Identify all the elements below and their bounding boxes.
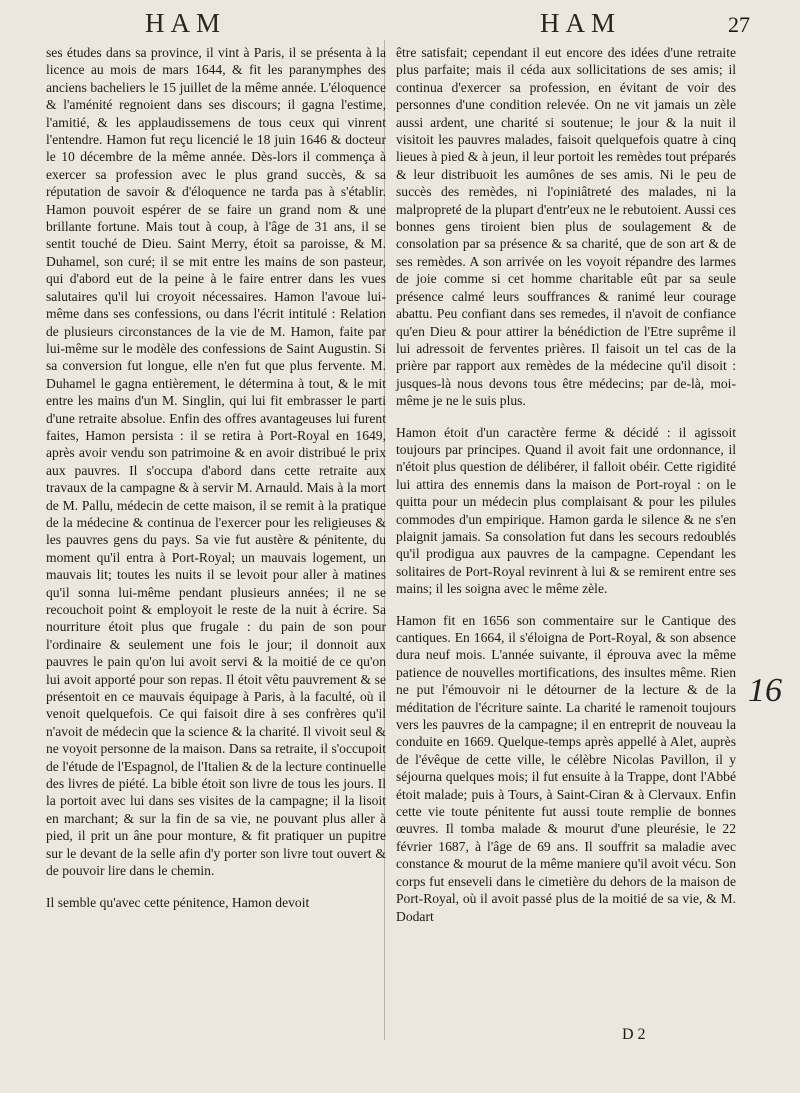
signature-mark: D 2 [622,1026,646,1043]
running-head-right: HAM [540,8,622,38]
running-head-left: HAM [145,8,227,38]
right-paragraph-3: Hamon fit en 1656 son commentaire sur le Cantique des cantiques. En 1664, il s'éloigna de Port-Royal, & son absence dura neuf mois. L'année suivante, il éprouva avec la même patience de nouvelles mortifications, des insultes même. Rien ne put l'émouvoir ni le détourner de la lecture & de la méditation de l'écriture sainte. La charité le ramenoit toujours vers les pauvres de la campagne; il en entreprit de nouveau la conduite en 1669. Quelque-temps après appellé à Alet, auprès de l'évêque de cette ville, le célèbre Nicolas Pavillon, il y séjourna quelques mois; il fut ensuite à la Trappe, dont l'Abbé étoit malade; puis à Tours, à Saint-Ciran & à Clervaux. Enfin cette vie toute pénitente fut aussi toute remplie de bonnes œuvres. Il tomba malade & mourut d'une pleurésie, le 22 février 1687, à l'âge de 69 ans. Il souffrit sa maladie avec constance & mourut de la même maniere qu'il avoit vécu. Son corps fut enseveli dans le cimetière du dehors de la maison de Port-Royal, où il avoit passé plus de la moitié de sa vie, & M. Dodart [396,612,736,924]
page-number: 27 [728,12,750,37]
handwritten-margin-note: 16 [748,672,782,709]
left-column [46,44,386,911]
left-paragraph-1: ses études dans sa province, il vint à Paris, il se présenta à la licence au mois de mars 1644, & fit les paranymphes des anciens bacheliers le 15 juillet de la même année. L'éloquence & l'aménité regnoient dans ses discours; il gagna l'estime, l'amitié, & les applaudissemens de tous ceux qui vinrent l'entendre. Hamon fut reçu licencié le 18 juin 1646 & docteur le 10 décembre de la même année. Dès-lors il commença à exercer sa profession avec le plus grand succès, & sa réputation de savoir & d'éloquence ne tarda pas à s'établir. Hamon pouvoit espérer de se faire un grand nom & une brillante fortune. Mais tout à coup, à l'âge de 31 ans, il se sentit touché de Dieu. Saint Merry, étoit sa paroisse, & M. Duhamel, son curé; il se mit entre les mains de son pasteur, qui d'abord eut de la peine à le faire entrer dans les vues salutaires qu'il lui croyoit nécessaires. Hamon l'avoue lui-même dans ses confessions, ou dans l'écrit intitulé : Relation de plusieurs circonstances de la vie de M. Hamon, faite par lui-même sur le modèle des confessions de Saint Augustin. Si sa conversion fut longue, elle n'en fut que plus fervente. M. Duhamel le gagna entièrement, le détermina à tout, & le mit entre les mains d'un M. Singlin, qui lui fit embrasser le parti d'une retraite absolue. Enfin des offres avantageuses lui furent faites, Hamon persista : il se retira à Port-Royal en 1649, après avoir vendu son patrimoine & en avoir distribué le prix aux pauvres. Il s'occupa d'abord dans cette retraite aux travaux de la campagne & à servir M. Arnauld. Mais à la mort de M. Pallu, médecin de cette maison, il se remit à la pratique de la médecine & continua de l'exercer pour les religieuses & les pauvres gens du pays. Sa vie fut austère & pénitente, du moment qu'il entra à Port-Royal; un mauvais logement, un mauvais lit; toutes les nuits il se levoit pour aller à matines qu'il sonna lui-même pendant plusieurs années; il ne se recouchoit point & employoit le reste de la nuit à écrire. Sa nourriture étoit plus que frugale : du pain de son pour l'ordinaire & seulement une fois le jour; il donnoit aux pauvres le pain qu'on lui avoit servi & la moitié de ce qu'on lui avoit apporté pour son repas. Il étoit vêtu pauvrement & se présentoit en ce mauvais équipage à Paris, à la faculté, où il venoit quelquefois. Ce qui faisoit dire à ses confrères qu'il n'avoit de médecin que la science & la charité. Il vivoit seul & ne voyoit personne de la maison. Dans sa retraite, il s'occupoit de l'étude de l'Espagnol, de l'Italien & de la lecture continuelle des livres de piété. La bible étoit son livre de tous les jours. Il la portoit avec lui dans ses visites de la campagne; il la lisoit en marchant; & sur la fin de sa vie, ne pouvant plus aller à pied, il prit un âne pour monture, & fit pratiquer un pupitre sur le devant de la selle afin d'y porter son livre tout ouvert & de pouvoir lire dans le chemin. [46,45,386,879]
right-column [396,44,736,925]
right-paragraph-1: être satisfait; cependant il eut encore des idées d'une retraite plus parfaite; mais il céda aux sollicitations de ses amis; il continua d'exercer sa profession, en évitant de voir des personnes d'une condition relevée. On ne vit jamais un zèle aussi ardent, une charité si soutenue; le jour & la nuit il visitoit les pauvres malades, faisoit quelquefois quatre à cinq lieues à pied & à jeun, il leur portoit les remèdes tout préparés & leur distribuoit les aumônes de ses amis. Ni le peu de succès des remèdes, ni l'opiniâtreté des malades, ni la malpropreté de la plupart d'entr'eux ne le rebutoient. Aussi ces bonnes gens tiroient bien plus de soulagement & de consolation par sa présence & sa charité, que de son art & de ses remèdes. A son arrivée on les voyoit répandre des larmes de joie comme si cet homme charitable eût par sa seule présence calmé leurs souffrances & ranimé leur courage abattu. Peu confiant dans ses remedes, il n'avoit de confiance qu'en Dieu & pour attirer la bénédiction de l'Etre suprême il lui adressoit de ferventes prières. Il faisoit un tel cas de la prière par rapport aux remèdes de la médecine qu'il disoit : jusques-là nous devons tous être médecins; par de-là, moi-même je ne le suis plus. [396,45,736,409]
right-paragraph-2: Hamon étoit d'un caractère ferme & décidé : il agissoit toujours par principes. Quand il avoit fait une ordonnance, il n'étoit plus question de délibérer, il falloit obéir. Cette rigidité lui attira des ennemis dans la maison de Port-royal : on le quitta pour un médecin plus complaisant & pour les pilules commodes d'un empirique. Hamon garda le silence & ne s'en plaignit jamais. Sa consolation fut dans les secours redoublés qu'il prodigua aux pauvres de la campagne. Cependant les solitaires de Port-Royal revinrent à lui & se remirent entre ses mains; il les soigna avec le même zèle. [396,424,736,597]
left-paragraph-2: Il semble qu'avec cette pénitence, Hamon devoit [46,894,310,910]
